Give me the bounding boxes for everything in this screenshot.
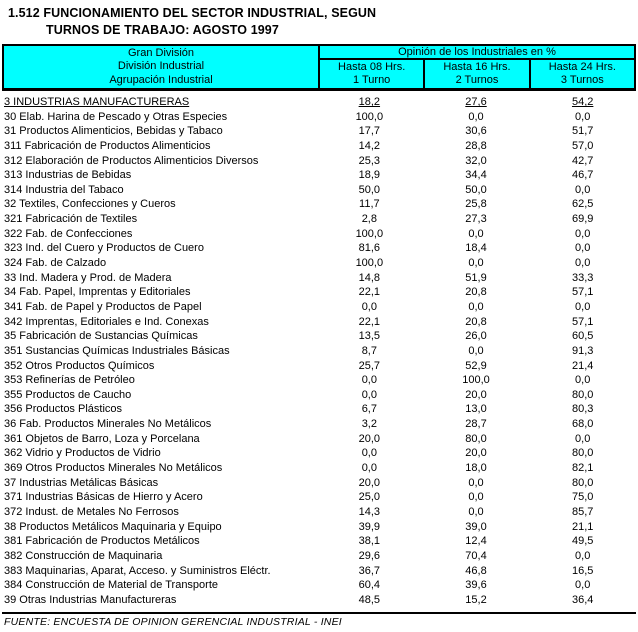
row-value-turno-2: 80,0 [465, 432, 487, 445]
row-value-turno-2: 39,0 [465, 520, 487, 533]
row-value-turno-3: 80,0 [571, 476, 594, 489]
table-row [2, 124, 636, 139]
row-value-turno-3: 60,5 [571, 330, 594, 343]
table-row [2, 505, 636, 520]
row-value-turno-1: 100,0 [355, 257, 384, 270]
table-row [2, 520, 636, 535]
table-row [2, 578, 636, 593]
row-value-turno-3: 0,0 [575, 227, 591, 240]
row-value-turno-3: 57,1 [571, 315, 594, 328]
table-header [2, 44, 636, 91]
header-agrupacion-industrial-label: Agrupación Industrial [109, 73, 213, 86]
row-value-turno-1: 38,1 [358, 535, 381, 548]
column-header-shift-label: 1 Turno [353, 74, 391, 86]
row-label: 39 Otras Industrias Manufactureras [4, 593, 177, 606]
row-value-turno-3: 21,1 [571, 520, 594, 533]
row-value-turno-1: 17,7 [358, 125, 381, 138]
row-value-turno-3: 0,0 [575, 432, 591, 445]
row-value-turno-1: 29,6 [358, 549, 381, 562]
page-title-line-2: TURNOS DE TRABAJO: AGOSTO 1997 [46, 23, 279, 37]
row-value-turno-2: 0,0 [468, 505, 484, 518]
row-label: 35 Fabricación de Sustancias Químicas [4, 330, 198, 343]
table-row [2, 154, 636, 169]
row-label: 324 Fab. de Calzado [4, 257, 107, 270]
table-row [2, 388, 636, 403]
header-gran-division-label: Gran División [127, 46, 195, 59]
row-value-turno-1: 39,9 [358, 520, 381, 533]
row-value-turno-2: 34,4 [465, 169, 487, 182]
row-label: 321 Fabricación de Textiles [4, 213, 138, 226]
row-value-turno-1: 11,7 [359, 198, 380, 211]
column-header-3-turnos [529, 60, 634, 88]
table-row [2, 476, 636, 491]
row-value-turno-1: 0,0 [361, 447, 377, 460]
row-value-turno-3: 91,3 [571, 344, 594, 357]
row-value-turno-1: 18,2 [358, 96, 381, 108]
table-row [2, 402, 636, 417]
row-value-turno-2: 13,0 [465, 403, 487, 416]
table-row [2, 256, 636, 271]
column-header-2-turnos [423, 60, 528, 88]
row-value-turno-3: 80,0 [571, 447, 594, 460]
table-row [2, 212, 636, 227]
column-header-hours-label: Hasta 24 Hrs. [548, 61, 616, 73]
column-header-1-turno [320, 60, 423, 88]
row-label: 381 Fabricación de Productos Metálicos [4, 535, 200, 548]
row-label: 362 Vidrio y Productos de Vidrio [4, 447, 161, 460]
row-value-turno-1: 36,7 [358, 564, 381, 577]
column-header-hours-label: Hasta 16 Hrs. [443, 61, 511, 73]
row-label: 353 Refinerías de Petróleo [4, 374, 135, 387]
table-row [2, 168, 636, 183]
row-value-turno-3: 69,9 [571, 213, 594, 226]
row-value-turno-3: 42,7 [571, 154, 594, 167]
row-value-turno-3: 54,2 [571, 96, 594, 108]
table-row [2, 110, 636, 125]
row-value-turno-1: 14,3 [358, 505, 381, 518]
row-value-turno-1: 14,2 [358, 139, 381, 152]
row-value-turno-1: 0,0 [361, 388, 377, 401]
row-label: 38 Productos Metálicos Maquinaria y Equipo [4, 520, 222, 533]
row-value-turno-2: 12,4 [465, 535, 487, 548]
column-header-shift-label: 2 Turnos [455, 74, 499, 86]
row-value-turno-1: 48,5 [358, 593, 381, 606]
row-value-turno-2: 50,0 [465, 183, 487, 196]
row-value-turno-2: 27,3 [465, 213, 487, 226]
table-row [2, 183, 636, 198]
row-value-turno-2: 0,0 [468, 344, 484, 357]
row-value-turno-1: 2,8 [361, 213, 377, 226]
row-value-turno-1: 20,0 [358, 476, 381, 489]
row-value-turno-2: 28,8 [465, 139, 487, 152]
row-value-turno-2: 25,8 [465, 198, 487, 211]
row-value-turno-3: 46,7 [571, 169, 594, 182]
table-row [2, 432, 636, 447]
column-header-hours-label: Hasta 08 Hrs. [338, 61, 406, 73]
row-value-turno-2: 20,8 [465, 315, 487, 328]
row-label: 342 Imprentas, Editoriales e Ind. Conexas [4, 315, 209, 328]
row-value-turno-2: 51,9 [465, 271, 487, 284]
row-label: 361 Objetos de Barro, Loza y Porcelana [4, 432, 200, 445]
row-value-turno-1: 100,0 [355, 227, 384, 240]
header-division-cell [4, 46, 320, 88]
table-row [2, 271, 636, 286]
row-value-turno-3: 33,3 [571, 271, 594, 284]
row-label: 352 Otros Productos Químicos [4, 359, 155, 372]
table-row [2, 95, 636, 110]
row-value-turno-2: 20,0 [465, 447, 487, 460]
row-label: 351 Sustancias Químicas Industriales Básicas [4, 344, 230, 357]
table-row [2, 315, 636, 330]
data-table [2, 44, 636, 607]
row-label: 323 Ind. del Cuero y Productos de Cuero [4, 242, 204, 255]
row-value-turno-1: 13,5 [358, 330, 381, 343]
table-row [2, 227, 636, 242]
row-label: 37 Industrias Metálicas Básicas [4, 476, 159, 489]
row-label: 32 Textiles, Confecciones y Cueros [4, 198, 176, 211]
row-value-turno-2: 26,0 [465, 330, 487, 343]
table-body [2, 91, 636, 607]
row-value-turno-3: 0,0 [575, 257, 591, 270]
source-note: FUENTE: ENCUESTA DE OPINION GERENCIAL INDUSTRIAL - INEI [4, 616, 342, 628]
page-title-line-1: 1.512 FUNCIONAMIENTO DEL SECTOR INDUSTRIAL, SEGUN [8, 6, 377, 20]
table-row [2, 446, 636, 461]
row-value-turno-2: 18,0 [465, 462, 487, 475]
row-label: 34 Fab. Papel, Imprentas y Editoriales [4, 286, 191, 299]
header-opinion-group [320, 46, 634, 88]
row-label: 33 Ind. Madera y Prod. de Madera [4, 271, 172, 284]
row-value-turno-3: 0,0 [575, 374, 591, 387]
row-value-turno-1: 0,0 [361, 374, 377, 387]
row-label: 382 Construcción de Maquinaria [4, 549, 163, 562]
table-row [2, 593, 636, 608]
row-value-turno-3: 0,0 [575, 183, 591, 196]
row-value-turno-3: 82,1 [571, 462, 594, 475]
row-value-turno-2: 0,0 [468, 227, 484, 240]
row-value-turno-3: 57,1 [571, 286, 594, 299]
page-title [0, 0, 638, 39]
row-value-turno-1: 60,4 [358, 579, 381, 592]
row-label: 314 Industria del Tabaco [4, 183, 124, 196]
row-label: 3 INDUSTRIAS MANUFACTURERAS [4, 96, 190, 108]
row-value-turno-1: 6,7 [361, 403, 377, 416]
row-value-turno-3: 0,0 [575, 549, 591, 562]
row-value-turno-3: 68,0 [571, 418, 594, 431]
row-value-turno-3: 57,0 [571, 139, 594, 152]
row-label: 31 Productos Alimenticios, Bebidas y Tabaco [4, 125, 223, 138]
row-value-turno-2: 20,8 [465, 286, 487, 299]
row-value-turno-2: 100,0 [462, 374, 490, 387]
row-value-turno-1: 100,0 [355, 110, 384, 123]
row-value-turno-1: 25,7 [358, 359, 381, 372]
row-value-turno-3: 85,7 [571, 505, 594, 518]
row-label: 30 Elab. Harina de Pescado y Otras Especies [4, 110, 228, 123]
row-value-turno-2: 70,4 [465, 549, 487, 562]
row-value-turno-3: 0,0 [575, 579, 591, 592]
table-row [2, 490, 636, 505]
row-value-turno-2: 28,7 [465, 418, 487, 431]
table-row [2, 564, 636, 579]
row-value-turno-1: 81,6 [358, 242, 381, 255]
row-label: 311 Fabricación de Productos Alimenticios [4, 139, 211, 152]
table-row [2, 359, 636, 374]
row-value-turno-3: 51,7 [571, 125, 594, 138]
row-label: 312 Elaboración de Productos Alimenticios Diversos [4, 154, 259, 167]
header-group-title: Opinión de los Industriales en % [320, 46, 634, 60]
row-value-turno-1: 20,0 [358, 432, 381, 445]
row-value-turno-3: 75,0 [571, 491, 594, 504]
row-label: 341 Fab. de Papel y Productos de Papel [4, 300, 202, 313]
row-value-turno-1: 22,1 [358, 315, 381, 328]
header-division-industrial-label: División Industrial [117, 60, 205, 73]
row-label: 383 Maquinarias, Aparat, Acceso. y Suministros Eléctr. [4, 564, 271, 577]
row-value-turno-3: 0,0 [575, 300, 591, 313]
row-value-turno-2: 32,0 [465, 154, 487, 167]
table-row [2, 329, 636, 344]
table-row [2, 197, 636, 212]
row-value-turno-3: 0,0 [575, 242, 591, 255]
header-columns [320, 60, 634, 88]
row-value-turno-3: 49,5 [571, 535, 594, 548]
row-value-turno-2: 15,2 [465, 593, 487, 606]
row-value-turno-2: 39,6 [465, 579, 487, 592]
row-value-turno-1: 0,0 [361, 300, 377, 313]
row-label: 313 Industrias de Bebidas [4, 169, 132, 182]
table-row [2, 241, 636, 256]
table-row [2, 417, 636, 432]
row-label: 371 Industrias Básicas de Hierro y Acero [4, 491, 203, 504]
row-value-turno-1: 3,2 [361, 418, 377, 431]
row-value-turno-2: 46,8 [465, 564, 487, 577]
row-value-turno-3: 16,5 [571, 564, 594, 577]
column-header-shift-label: 3 Turnos [560, 74, 604, 86]
row-label: 369 Otros Productos Minerales No Metálicos [4, 462, 223, 475]
row-value-turno-2: 0,0 [468, 110, 484, 123]
row-value-turno-1: 8,7 [361, 344, 377, 357]
row-value-turno-1: 0,0 [361, 462, 377, 475]
row-value-turno-3: 0,0 [575, 110, 591, 123]
row-value-turno-3: 80,3 [571, 403, 594, 416]
row-value-turno-2: 30,6 [465, 125, 487, 138]
row-value-turno-2: 0,0 [468, 491, 484, 504]
row-value-turno-1: 25,3 [358, 154, 381, 167]
row-value-turno-3: 36,4 [571, 593, 594, 606]
row-value-turno-2: 18,4 [465, 242, 487, 255]
row-value-turno-2: 27,6 [465, 96, 487, 108]
footer-divider [2, 612, 636, 614]
table-row [2, 461, 636, 476]
row-value-turno-2: 52,9 [465, 359, 487, 372]
table-row [2, 300, 636, 315]
row-label: 36 Fab. Productos Minerales No Metálicos [4, 418, 212, 431]
row-value-turno-1: 22,1 [358, 286, 381, 299]
row-value-turno-2: 0,0 [468, 257, 484, 270]
row-label: 355 Productos de Caucho [4, 388, 132, 401]
row-label: 356 Productos Plásticos [4, 403, 123, 416]
table-row [2, 534, 636, 549]
table-row [2, 139, 636, 154]
row-value-turno-3: 62,5 [571, 198, 594, 211]
table-row [2, 373, 636, 388]
row-value-turno-3: 21,4 [571, 359, 594, 372]
row-label: 372 Indust. de Metales No Ferrosos [4, 505, 179, 518]
row-value-turno-2: 20,0 [465, 388, 487, 401]
table-row [2, 549, 636, 564]
row-value-turno-2: 0,0 [468, 476, 484, 489]
row-value-turno-3: 80,0 [571, 388, 594, 401]
table-row [2, 285, 636, 300]
row-value-turno-1: 50,0 [358, 183, 381, 196]
row-value-turno-1: 18,9 [358, 169, 381, 182]
row-value-turno-1: 14,8 [358, 271, 381, 284]
row-value-turno-1: 25,0 [358, 491, 381, 504]
table-row [2, 344, 636, 359]
row-value-turno-2: 0,0 [468, 300, 484, 313]
row-label: 322 Fab. de Confecciones [4, 227, 133, 240]
row-label: 384 Construcción de Material de Transporte [4, 579, 219, 592]
